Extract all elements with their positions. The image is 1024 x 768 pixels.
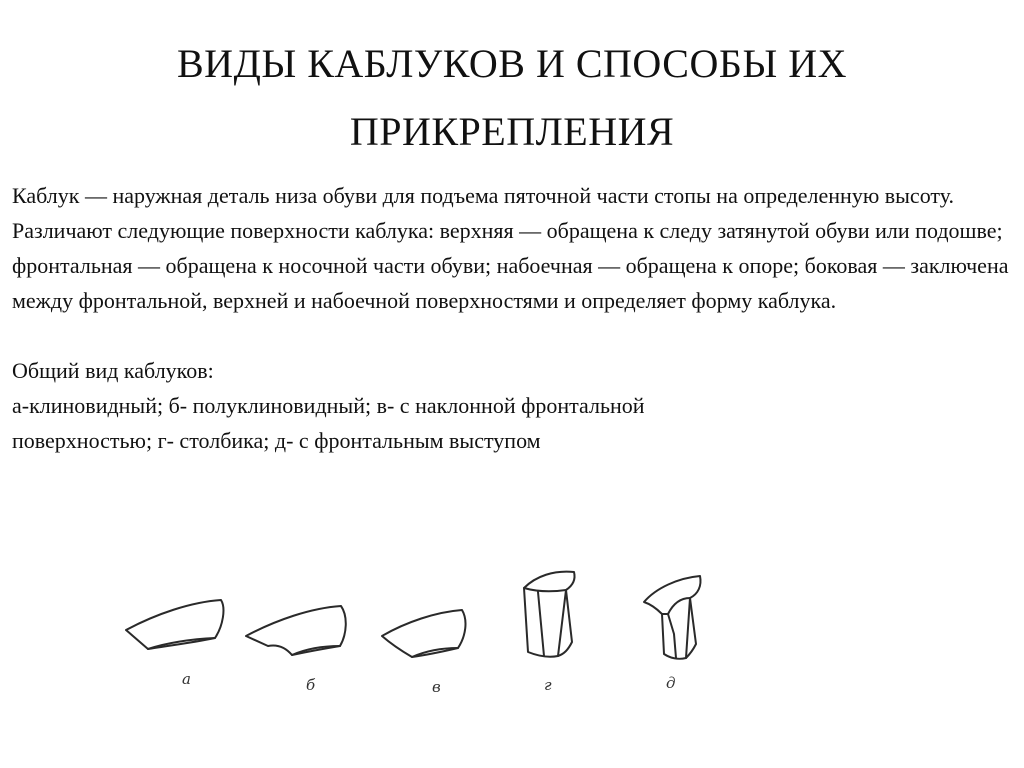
heel-types-figure [96, 524, 736, 724]
label-b: б [306, 676, 316, 694]
label-a: а [182, 670, 191, 688]
heel-drawings [96, 524, 736, 724]
heel-wedge-drawing [126, 600, 223, 649]
heel-block-drawing [524, 572, 575, 657]
general-view-heading: Общий вид каблуков: [12, 358, 214, 383]
definition-paragraph: Каблук — наружная деталь низа обуви для подъема пяточной части стопы на определенную высоту. [12, 183, 955, 208]
label-v: в [432, 678, 441, 696]
heel-types-line-1: а-клиновидный; б- полуклиновидный; в- с наклонной фронтальной [12, 393, 645, 418]
label-d: д [666, 674, 676, 692]
title-line-2: ПРИКРЕПЛЕНИЯ [349, 109, 675, 154]
heel-front-projection-drawing [644, 576, 701, 659]
body-text [12, 178, 1014, 458]
heel-types-line-2: поверхностью; г- столбика; д- с фронтальным выступом [12, 428, 541, 453]
heel-semi-wedge-drawing [246, 606, 346, 655]
page-title [0, 30, 1024, 166]
heel-inclined-front-drawing [382, 610, 465, 657]
surfaces-paragraph: Различают следующие поверхности каблука: верхняя — обращена к следу затянутой обуви или подошве; фронтальная — обращена к носочной части обуви; набоечная — обращена к опоре; боковая — заключена между фронтальной, верхней и набоечной поверхностями и определяет форму каблука. [12, 218, 1009, 313]
label-g: г [544, 676, 552, 694]
paragraph-spacer [12, 318, 1014, 353]
title-line-1: ВИДЫ КАБЛУКОВ И СПОСОБЫ ИХ [177, 41, 847, 86]
